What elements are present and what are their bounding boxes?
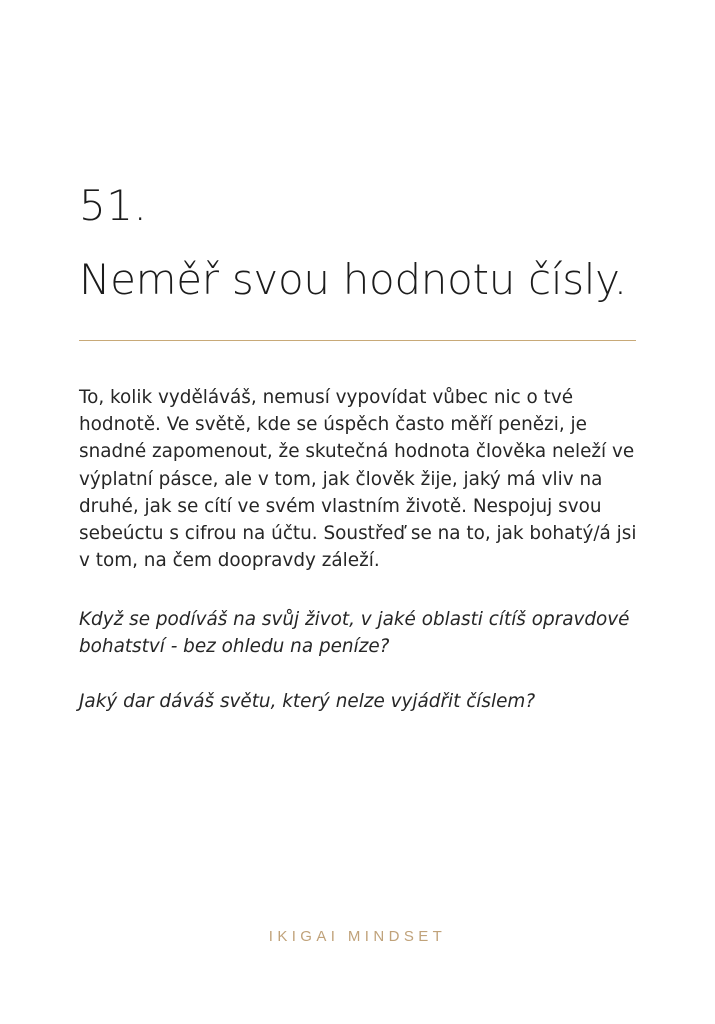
chapter-number: 51. (79, 181, 148, 230)
reflection-question-1: Když se podíváš na svůj život, v jaké oblasti cítíš opravdové bohatství - bez ohledu na peníze? (79, 609, 630, 658)
page-title: Neměř svou hodnotu čísly. (79, 255, 627, 304)
divider (79, 340, 636, 341)
reflection-question-2: Jaký dar dáváš světu, který nelze vyjádřit číslem? (79, 691, 536, 712)
footer-brand: IKIGAI MINDSET (268, 928, 447, 945)
body-paragraph: To, kolik vyděláváš, nemusí vypovídat vůbec nic o tvé hodnotě. Ve světě, kde se úspěch často měří penězi, je snadné zapomenout, že skutečná hodnota člověka neleží ve výplatní pásce, ale v tom, jak člověk žije, jaký má vliv na druhé, jak se cítí ve svém vlastním životě. Nespojuj svou sebeúctu s cifrou na účtu. Soustřeď se na to, jak bohatý/á jsi v tom, na čem doopravdy záleží. (79, 387, 637, 572)
